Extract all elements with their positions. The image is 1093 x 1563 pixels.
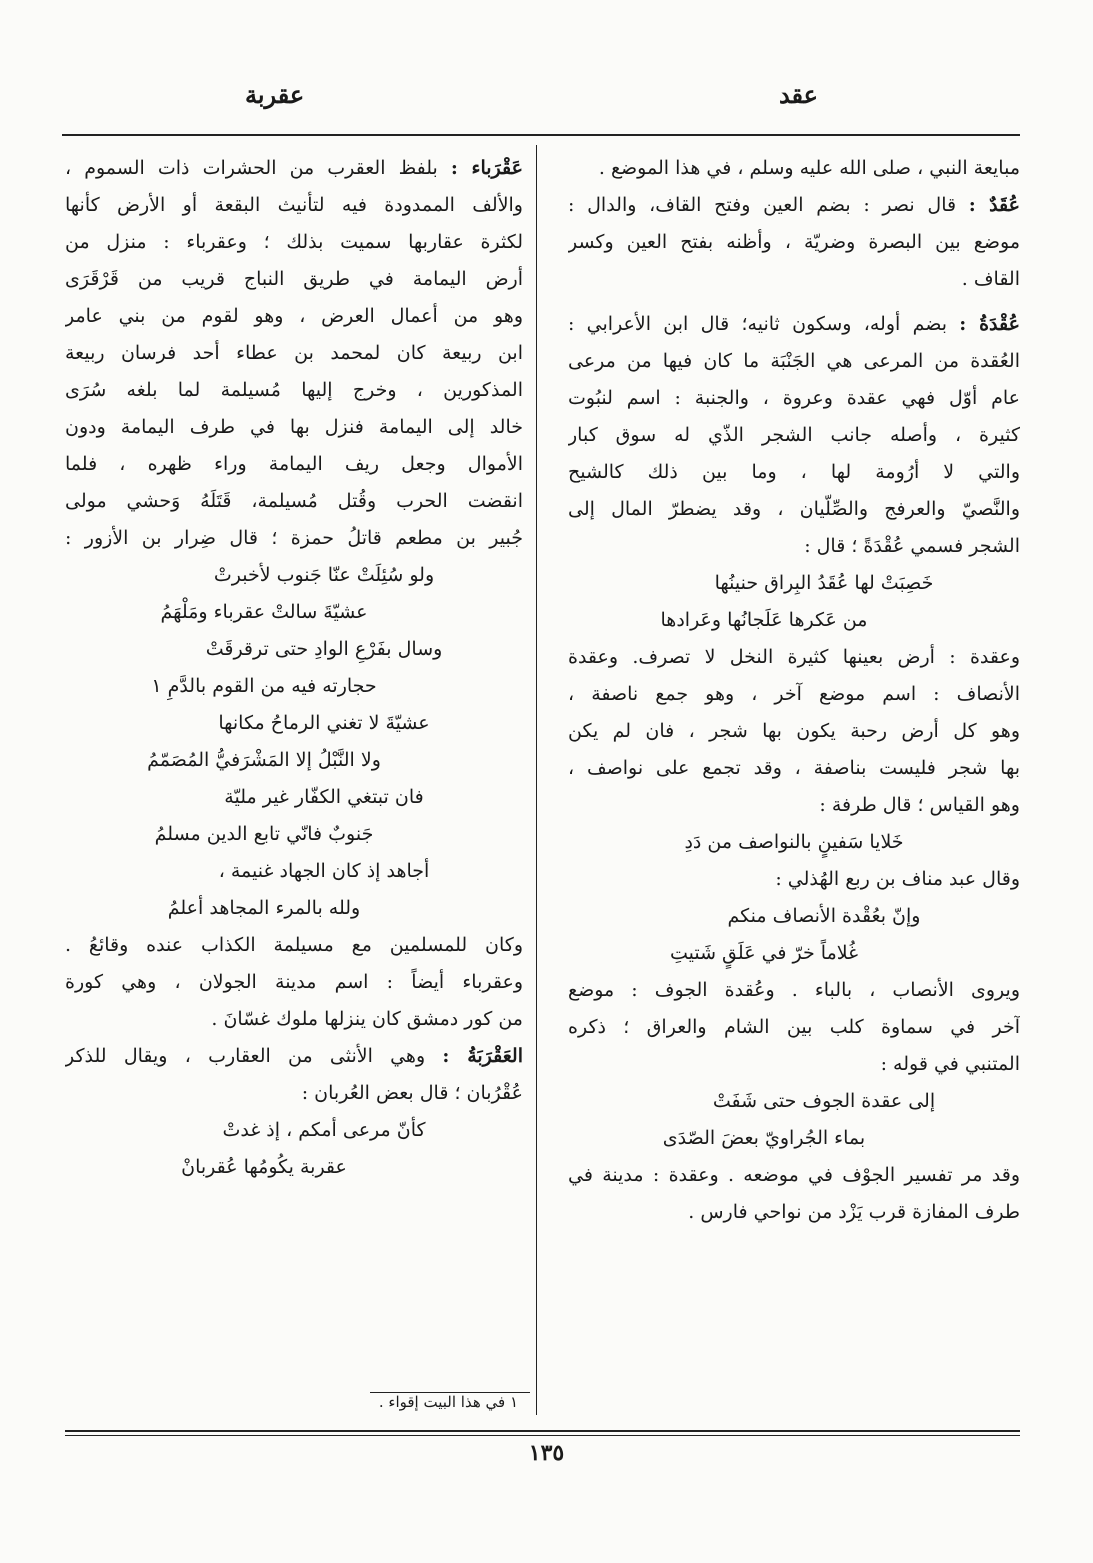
text-line: [65, 1075, 523, 1112]
line-text: قال نصر : بضم العين وفتح القاف، والدال :: [568, 194, 969, 216]
line-text: عام أوّل فهي عقدة وعروة ، والجنبة : اسم لنبُوت: [568, 387, 1020, 409]
text-line: [568, 380, 1020, 417]
text-line: [568, 861, 1020, 898]
text-line: [568, 676, 1020, 713]
text-line: [65, 520, 523, 557]
line-text: عقربة يكُومُها عُقربانْ: [181, 1156, 347, 1178]
line-text: وهو كل أرض رحبة يكون بها شجر ، فان لم يكن: [568, 720, 1020, 742]
verse-line: [65, 742, 523, 779]
verse-line: [568, 935, 1020, 972]
line-text: مبايعة النبي ، صلى الله عليه وسلم ، في هذا الموضع .: [598, 157, 1020, 179]
verse-line: [568, 824, 1020, 861]
line-text: فان تبتغي الكفّار غير مليّة: [224, 786, 424, 808]
line-text: وهو القياس ؛ قال طرفة :: [819, 794, 1020, 816]
text-line: [568, 454, 1020, 491]
line-text: الأموال وجعل ريف اليمامة وراء ظهره ، فلما: [65, 453, 523, 475]
verse-line: [568, 602, 1020, 639]
column-divider: [536, 145, 537, 1415]
text-line: [65, 483, 523, 520]
line-text: آخر في سماوة كلب بين الشام والعراق ؛ ذكره: [568, 1016, 1020, 1038]
line-text: خَصِبَتْ لها عُقَدُ البِراق حنينُها: [714, 572, 934, 594]
verse-line: [65, 668, 523, 705]
line-text: الأنصاف : اسم موضع آخر ، وهو جمع ناصفة ،: [568, 683, 1020, 705]
verse-line: [65, 557, 523, 594]
footnote: ١ في هذا البيت إقواء .: [378, 1393, 518, 1411]
line-text: بماء الجُراويّ بعضَ الصّدَى: [662, 1127, 866, 1149]
line-text: غُلاماً خرّ في عَلَقٍ شَتيتِ: [669, 942, 859, 964]
line-text: والألف الممدودة فيه لتأنيث البقعة أو الأرض كأنها: [65, 194, 523, 216]
text-line: [568, 787, 1020, 824]
text-line: [568, 417, 1020, 454]
line-text: وقد مر تفسير الجوْف في موضعه . وعقدة : مدينة في: [568, 1164, 1020, 1186]
text-line: [568, 639, 1020, 676]
text-line: [568, 1157, 1020, 1194]
line-text: حجارته فيه من القوم بالدَّمِ ١: [151, 675, 377, 697]
text-line: [568, 491, 1020, 528]
verse-line: [568, 1120, 1020, 1157]
text-line: [65, 298, 523, 335]
running-head-left: عقربة: [245, 80, 305, 109]
entry-headword: عُقَدٌ :: [968, 194, 1020, 216]
text-line: [568, 750, 1020, 787]
text-line: [568, 528, 1020, 565]
line-text: ولو سُئِلَتْ عنّا جَنوب لأخبرتْ: [213, 564, 435, 586]
text-line: [65, 224, 523, 261]
text-line: [568, 306, 1020, 343]
verse-line: [65, 853, 523, 890]
line-text: من كور دمشق كان ينزلها ملوك غسّانَ .: [211, 1008, 523, 1030]
line-text: كثيرة ، وأصله جانب الشجر الذّي له سوق كبار: [568, 424, 1020, 446]
line-text: كأنّ مرعى أمكم ، إذ غدتْ: [222, 1119, 426, 1141]
line-text: لكثرة عقاربها سميت بذلك ؛ وعقرباء : منزل من: [65, 231, 523, 253]
running-head-right: عقد: [778, 80, 818, 109]
text-line: [65, 927, 523, 964]
verse-line: [568, 565, 1020, 602]
line-text: عُقْرُبان ؛ قال بعض العُربان :: [301, 1082, 523, 1104]
entry-headword: العَقْرَبَةُ :: [442, 1045, 523, 1067]
text-line: [568, 224, 1020, 261]
text-line: [65, 964, 523, 1001]
text-line: [65, 372, 523, 409]
line-text: عشيّةَ سالتْ عقرباء ومَلْهَمُ: [160, 601, 368, 623]
line-text: وكان للمسلمين مع مسيلمة الكذاب عنده وقائعُ .: [65, 934, 523, 956]
verse-line: [65, 705, 523, 742]
line-text: ويروى الأنصاب ، بالباء . وعُقدة الجوف : موضع: [568, 979, 1020, 1001]
line-text: جُبير بن مطعم قاتلُ حمزة ؛ قال ضِرار بن الأزور :: [65, 527, 523, 549]
line-text: وعقرباء أيضاً : اسم مدينة الجولان ، وهي كورة: [65, 971, 523, 993]
text-line: [568, 713, 1020, 750]
verse-line: [65, 779, 523, 816]
text-line: [568, 1194, 1020, 1231]
verse-line: [65, 1112, 523, 1149]
verse-line: [65, 594, 523, 631]
verse-line: [65, 1149, 523, 1186]
line-text: أجاهد إذ كان الجهاد غنيمة ،: [218, 860, 430, 882]
text-line: [568, 187, 1020, 224]
text-line: [65, 446, 523, 483]
verse-line: [65, 890, 523, 927]
line-text: وهو من أعمال العرض ، وهو لقوم من بني عامر: [65, 305, 523, 327]
line-text: عشيّةَ لا تغني الرماحُ مكانها: [218, 712, 430, 734]
entry-headword: عَقْرَباء :: [450, 157, 523, 179]
line-text: وإنّ بعُقْدة الأنصاف منكم: [727, 905, 921, 927]
bottom-rule: [65, 1430, 1020, 1432]
line-text: جَنوبٌ فانّي تابع الدين مسلمُ: [154, 823, 374, 845]
text-line: [568, 972, 1020, 1009]
bottom-rule-thin: [65, 1435, 1020, 1436]
line-text: ابن ربيعة كان لمحمد بن عطاء أحد فرسان ربيعة: [65, 342, 523, 364]
line-text: وسال بفَرْعِ الوادِ حتى ترقرقَتْ: [205, 638, 443, 660]
line-text: موضع بين البصرة وضريّة ، وأظنه بفتح العين وكسر: [568, 231, 1020, 253]
line-text: بها شجر فليست بناصفة ، وقد تجمع على نواصف ،: [568, 757, 1020, 779]
text-line: [65, 335, 523, 372]
line-text: المذكورين ، وخرج إليها مُسيلمة لما بلغه سُرَى: [65, 379, 523, 401]
line-text: والتي لا أرُومة لها ، وما بين ذلك كالشيح: [568, 461, 1020, 483]
line-text: انقضت الحرب وقُتل مُسيلمة، قَتَلَهُ وَحشي مولى: [65, 490, 523, 512]
verse-line: [65, 816, 523, 853]
line-text: بلفظ العقرب من الحشرات ذات السموم ،: [65, 157, 451, 179]
line-text: المتنبي في قوله :: [880, 1053, 1020, 1075]
line-text: خَلايا سَفينٍ بالنواصف من دَدِ: [684, 831, 904, 853]
line-text: من عَكرها عَلَجانُها وعَرادها: [660, 609, 868, 631]
right-column: [568, 150, 1020, 1231]
left-column: [65, 150, 523, 1186]
line-text: بضم أوله، وسكون ثانيه؛ قال ابن الأعرابي :: [568, 313, 960, 335]
text-line: [568, 1046, 1020, 1083]
text-line: [65, 409, 523, 446]
top-rule: [62, 134, 1020, 136]
line-text: الشجر فسمي عُقْدَةً ؛ قال :: [804, 535, 1020, 557]
verse-line: [65, 631, 523, 668]
line-text: العُقدة من المرعى هي الجَنْبَة ما كان فيها من مرعى: [568, 350, 1020, 372]
line-text: وهي الأنثى من العقارب ، ويقال للذكر: [65, 1045, 443, 1067]
text-line: [65, 1001, 523, 1038]
text-line: [568, 343, 1020, 380]
text-line: [65, 150, 523, 187]
line-text: وعقدة : أرض بعينها كثيرة النخل لا تصرف. وعقدة: [568, 646, 1020, 668]
line-text: ولا النَّبْلُ إلا المَشْرَفيُّ المُصَمّمُ: [147, 749, 381, 771]
line-text: القاف .: [961, 268, 1020, 290]
line-text: ولله بالمرء المجاهد أعلمُ: [167, 897, 361, 919]
text-line: [65, 187, 523, 224]
verse-line: [568, 898, 1020, 935]
text-line: [568, 1009, 1020, 1046]
entry-headword: عُقْدَةُ :: [959, 313, 1020, 335]
verse-line: [568, 1083, 1020, 1120]
line-text: طرف المفازة قرب يَزْد من نواحي فارس .: [688, 1201, 1020, 1223]
text-line: [568, 150, 1020, 187]
line-text: إلى عقدة الجوف حتى شَفَتْ: [712, 1090, 936, 1112]
text-line: [65, 261, 523, 298]
line-text: وقال عبد مناف بن ربع الهُذلي :: [775, 868, 1020, 890]
line-text: أرض اليمامة في طريق النباج قريب من قَرْقَرَى: [65, 268, 523, 290]
line-text: والنَّصيّ والعرفج والصِّلّيان ، وقد يضطرّ المال إلى: [568, 498, 1020, 520]
text-line: [568, 261, 1020, 298]
page-number: ١٣٥: [528, 1440, 565, 1466]
text-line: [65, 1038, 523, 1075]
line-text: خالد إلى اليمامة فنزل بها في طرف اليمامة ودون: [65, 416, 523, 438]
